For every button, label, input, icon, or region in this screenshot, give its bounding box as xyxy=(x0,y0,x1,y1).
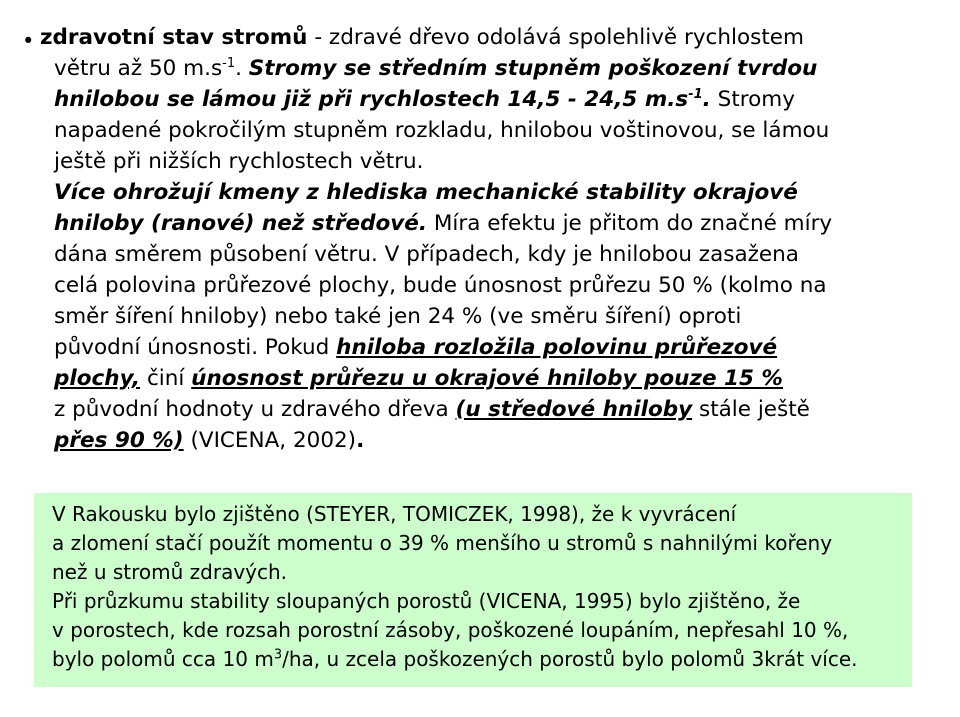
note-line-2: a zlomení stačí použít momentu o 39 % menšího u stromů s nahnilými kořeny xyxy=(52,531,833,555)
line-12 xyxy=(34,363,914,394)
text-segment: větru až 50 m.s xyxy=(54,56,223,81)
text-segment: z původní hodnoty u zdravého dřeva xyxy=(54,397,456,422)
bullet-paragraph xyxy=(34,22,914,456)
note-line-3: než u stromů zdravých. xyxy=(52,560,288,584)
line-10 xyxy=(34,301,914,332)
text-segment: - zdravé dřevo odolává spolehlivě rychlostem xyxy=(307,25,804,50)
superscript: 3 xyxy=(273,647,283,663)
emphasis-text: (u středové hniloby xyxy=(455,397,693,422)
text-segment: celá polovina průřezové plochy, bude únosnost průřezu 50 % (kolmo na xyxy=(54,273,827,298)
emphasis-text: hniloba rozložila polovinu průřezové xyxy=(336,335,778,360)
line-8 xyxy=(34,239,914,270)
line-9 xyxy=(34,270,914,301)
emphasis-text: únosnost průřezu u okrajové hniloby pouze 15 % xyxy=(191,366,783,391)
text-segment: stále ještě xyxy=(692,397,810,422)
line-11 xyxy=(34,332,914,363)
emphasis-text: Více ohrožují kmeny z hlediska mechanické stability okrajové xyxy=(54,180,798,205)
text-segment: směr šíření hniloby) nebo také jen 24 % (ve směru šíření) oproti xyxy=(54,304,742,329)
text-segment: bylo polomů cca 10 m xyxy=(52,647,274,671)
line-5 xyxy=(34,146,914,177)
text-segment: Stromy xyxy=(710,87,795,112)
bullet-icon: • xyxy=(22,29,35,53)
line-3 xyxy=(34,84,914,115)
line-1 xyxy=(34,22,914,53)
note-line-4: Při průzkumu stability sloupaných porostů (VICENA, 1995) bylo zjištěno, že xyxy=(52,589,801,613)
text-segment: napadené pokročilým stupněm rozkladu, hnilobou voštinovou, se lámou xyxy=(54,118,830,143)
emphasis-text: . xyxy=(702,87,711,112)
note-paragraph xyxy=(52,500,912,674)
emphasis-text: hniloby (ranové) než středové. xyxy=(54,211,428,236)
superscript: -1 xyxy=(222,55,236,71)
text-segment: . xyxy=(356,428,365,453)
citation: (VICENA, 2002) xyxy=(183,428,357,453)
text-segment: dána směrem působení větru. V případech, kdy je hnilobou zasažena xyxy=(54,242,799,267)
text-segment: /ha, u zcela poškozených porostů bylo polomů 3krát více. xyxy=(282,647,858,671)
emphasis-text: hnilobou se lámou již při rychlostech 14,5 - 24,5 m.s xyxy=(54,87,689,112)
text-segment: činí xyxy=(140,366,192,391)
line-13 xyxy=(34,394,914,425)
line-7 xyxy=(34,208,914,239)
line-4 xyxy=(34,115,914,146)
emphasis-text: přes 90 %) xyxy=(54,428,184,453)
text-segment: ještě při nižších rychlostech větru. xyxy=(54,149,424,174)
emphasis-text: Stromy se středním stupněm poškození tvrdou xyxy=(248,56,818,81)
note-line-5: v porostech, kde rozsah porostní zásoby, poškozené loupáním, nepřesahl 10 %, xyxy=(52,618,849,642)
text-segment: . xyxy=(235,56,249,81)
note-line-6 xyxy=(52,645,912,674)
text-segment: původní únosnosti. Pokud xyxy=(54,335,337,360)
emphasis-text: plochy, xyxy=(54,366,141,391)
line-14 xyxy=(34,425,914,456)
superscript: -1 xyxy=(688,86,703,102)
note-line-1: V Rakousku bylo zjištěno (STEYER, TOMICZEK, 1998), že k vyvrácení xyxy=(52,502,737,526)
line-2 xyxy=(34,53,914,84)
text-segment: Míra efektu je přitom do značné míry xyxy=(427,211,833,236)
topic-heading: zdravotní stav stromů xyxy=(40,25,308,50)
line-6 xyxy=(34,177,914,208)
